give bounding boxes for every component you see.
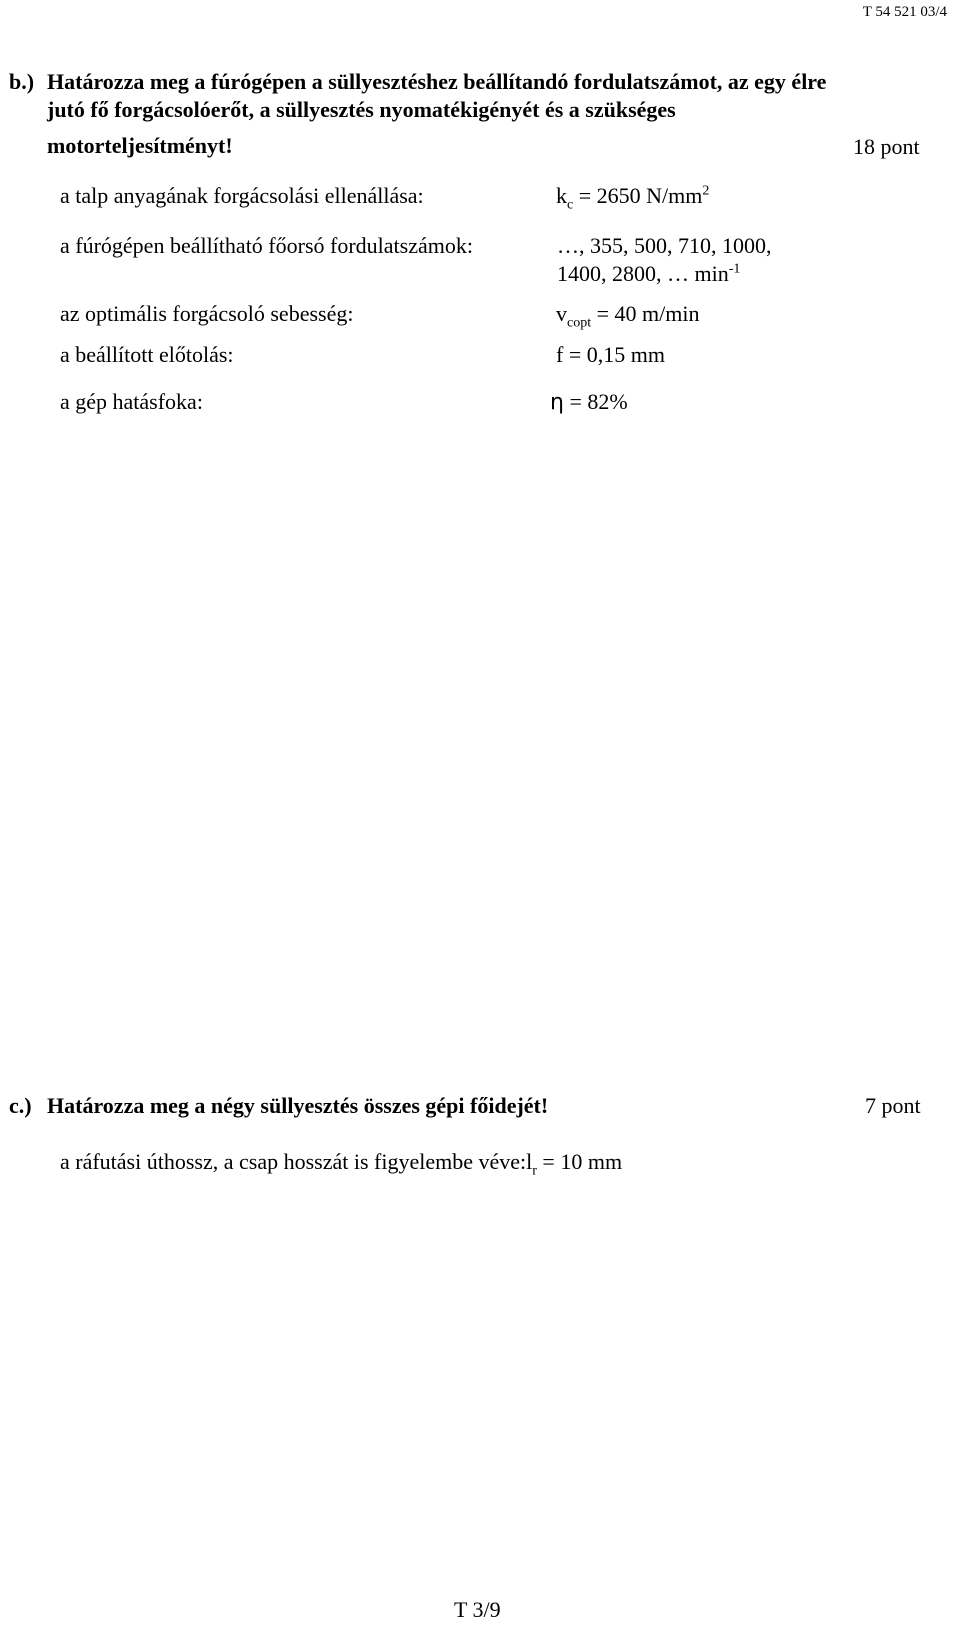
task-b-line1: Határozza meg a fúrógépen a süllyesztéshez beállítandó fordulatszámot, az egy élre <box>47 69 827 94</box>
task-b-points: 18 pont <box>853 134 920 159</box>
task-b-line2: jutó fő forgácsolóerőt, a süllyesztés nyomatékigényét és a szükséges <box>47 97 676 122</box>
task-b-question <box>9 68 959 124</box>
task-c-text: Határozza meg a négy süllyesztés összes gépi főidejét! <box>47 1093 549 1118</box>
page-number: T 3/9 <box>454 1597 501 1622</box>
param-eff-label: a gép hatásfoka: <box>60 389 203 414</box>
param-vc-label: az optimális forgácsoló sebesség: <box>60 301 354 326</box>
task-b-label: b.) <box>9 69 35 94</box>
param-speeds-value-line2: 1400, 2800, … $\min^{-1}$ <box>557 261 741 286</box>
task-c-note: a ráfutási úthossz, a csap hosszát is figyelembe $véve:l_r = 10$ mm <box>60 1149 623 1179</box>
param-feed-label: a beállított előtolás: <box>60 342 234 367</box>
header-code: T 54 521 03/4 <box>862 4 947 20</box>
param-kc-value: $k_c = 2650$ $N/mm^2$ <box>556 183 710 213</box>
param-kc-label: a talp anyagának forgácsolási ellenállása: <box>60 183 424 208</box>
param-speeds-label: a fúrógépen beállítható főorsó fordulatszámok: <box>60 233 473 258</box>
param-feed-value: f = 0,15 mm <box>556 342 665 367</box>
param-vc-value: $v_{copt} = 40$ m/min <box>556 301 700 331</box>
param-speeds-value-line1: …, 355, 500, 710, 1000, <box>557 233 772 258</box>
task-c-points: 7 pont <box>865 1093 921 1118</box>
task-c-label: c.) <box>9 1093 32 1118</box>
task-c-question <box>9 1093 548 1119</box>
param-eff-value: η = 82% <box>550 389 628 415</box>
task-b-line3: motorteljesítményt! <box>47 133 233 158</box>
